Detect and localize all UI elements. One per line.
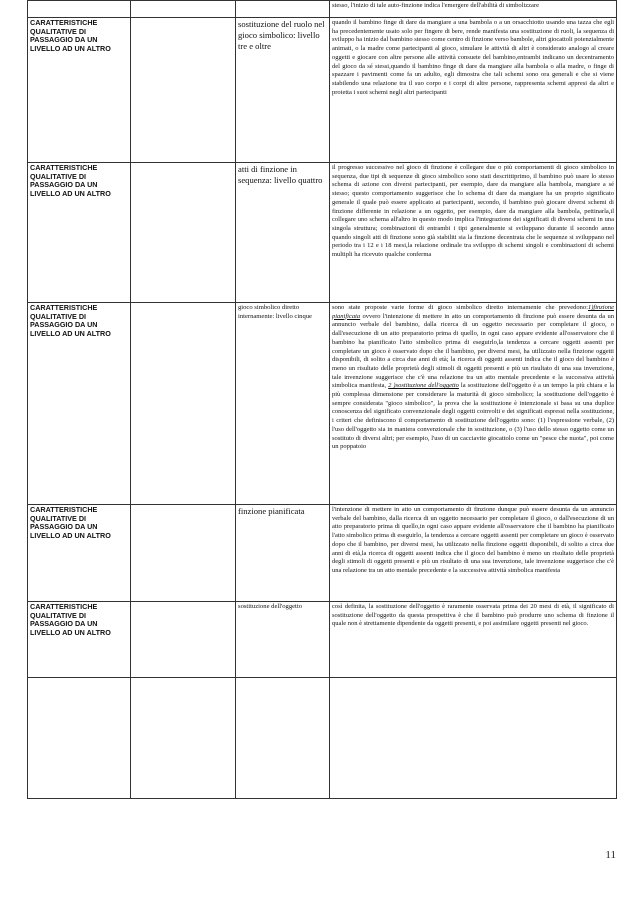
description-text: il progresso successivo nel gioco di finzione è collegare due o più comportamenti di gioco simbolico in sequenza, due tipi di sequenze di gioco simbolico sono stati descrittiprimo, il bambino può usare lo stesso schema di azione con diversi partecipanti, per esempio, dare da mangiare alla bambola, mangiare a sé stesso; questo comportamento suggerisce che lo schema di dare da mangiare ha un proprio significato generale il quale può essere applicato ai partecipanti, secondo, il bambino può giocare diversi schemi di finzione differente in relazione a un oggetto, per esempio, dare da mangiare alla bambola, pettinarla,il collegare uno schema all'altro in questo modo implica l'integrazione dei significati di diversi schemi in una singola struttura; combinazioni di entrambi i tipi generalmente si sviluppano durante il secondo anno quando singoli atti di finzione sono già stabiliti sia la finzione decentrata che le sequenze si sviluppano nel periodo tra i 12 e i 18 mesi,la relazione ordinale tra sviluppo di schemi singoli e combinazioni di schemi multipli ha ricevuto qualche conferma [332, 164, 614, 259]
table-row [28, 18, 617, 163]
description-cell [330, 18, 617, 163]
description-text: così definita, la sostituzione dell'oggetto è raramente osservata prima dei 20 mesi di età, il significato di sostituzione dell'oggetto da questa prospettiva è che il bambino può produrre uno schema di finzione il quale non è strettamente dipendente da oggetti presenti, e poi assimilare oggetti presenti nel gioco. [332, 603, 614, 628]
empty-cell [131, 505, 236, 602]
level-cell: gioco simbolico diretto internamente: livello cinque [236, 303, 330, 505]
category-cell: CARATTERISTICHE QUALITATIVE DI PASSAGGIO DA UN LIVELLO AD UN ALTRO [28, 303, 131, 505]
level-cell [236, 1, 330, 18]
empty-cell [131, 303, 236, 505]
level-cell: atti di finzione in sequenza: livello quattro [236, 163, 330, 303]
empty-cell [131, 163, 236, 303]
table-row [28, 163, 617, 303]
table-row [28, 602, 617, 678]
empty-cell [131, 678, 236, 799]
description-cell [330, 602, 617, 678]
description-text-end: la sostituzione dell'oggetto è a un tempo la più chiara e la più complessa dimensione per considerare la maturità di gioco simbolico; la sostituzione dell'oggetto è sempre considerata "gioco simbolico", la prova che la sostituzione è intenzionale si basa su una duplice conoscenza del significato convenzionale degli oggetti coinvolti e dei significati espressi nella sostituzione, i criteri che definiscono il comportamento di sostituzione dell'oggetto sono: (1) l'espressione verbale, (2) l'uso dell'oggetto sia in maniera convenzionale che in sostituzione, o (3) l'uso dello stesso oggetto come un sostituto di diversi altri; per esempio, l'uso di un cacciavite giocattolo come un "pesce che nuota", poi come un poppatoio [332, 382, 615, 451]
category-cell: CARATTERISTICHE QUALITATIVE DI PASSAGGIO DA UN LIVELLO AD UN ALTRO [28, 505, 131, 602]
level-cell: sostituzione dell'oggetto [236, 602, 330, 678]
description-cell [330, 303, 617, 505]
category-cell: CARATTERISTICHE QUALITATIVE DI PASSAGGIO DA UN LIVELLO AD UN ALTRO [28, 18, 131, 163]
empty-cell [131, 602, 236, 678]
description-cell [330, 1, 617, 18]
planned-pretense-heading: 1)finzione pianificata [332, 304, 614, 320]
level-cell [236, 678, 330, 799]
table-row [28, 678, 617, 799]
description-cell [330, 678, 617, 799]
levels-table [27, 0, 617, 799]
level-cell: sostituzione del ruolo nel gioco simbolico: livello tre e oltre [236, 18, 330, 163]
category-cell [28, 1, 131, 18]
description-text [332, 304, 614, 452]
table-row [28, 303, 617, 505]
category-cell: CARATTERISTICHE QUALITATIVE DI PASSAGGIO DA UN LIVELLO AD UN ALTRO [28, 602, 131, 678]
empty-cell [131, 18, 236, 163]
empty-cell [131, 1, 236, 18]
page-number: 11 [605, 849, 616, 861]
description-text-start: sono state proposte varie forme di gioco simbolico diretto internamente che prevedono: [332, 304, 588, 311]
category-cell [28, 678, 131, 799]
description-cell [330, 163, 617, 303]
description-text: l'intenzione di mettere in atto un comportamento di finzione dunque può essere desunta da un annuncio verbale del bambino, dalla ricerca di un oggetto necessario per completare il gioco, o dall'esecuzione di un atto preparatorio prima di quello,in ogni caso appare evidente all'osservatore che il bambino ha pianificato l'atto simbolico prima di eseguirlo, la tendenza a cercare oggetti assenti per completare un gioco è osservato dopo che il bambino, per diversi mesi, ha utilizzato nella finzione oggetti disponibili, di solito a circa due anni di età,la ricerca di oggetti assenti indica che il gioco del bambino è meno un risultato delle proprietà degli stimoli di oggetti presenti e più un risultato di una sua invenzione, tale invenzione suggerisce che c'è una relazione tra un atto mentale precedente e la successiva attività simbolica manifesta [332, 506, 614, 574]
table-row [28, 1, 617, 18]
level-cell: finzione pianificata [236, 505, 330, 602]
table-row [28, 505, 617, 602]
description-text: stesso, l'inizio di tale auto-finzione indica l'emergere dell'abilità di simbolizzare [332, 2, 539, 9]
description-text: quando il bambino finge di dare da mangiare a una bambola o a un orsacchiotto usando una tazza che egli ha precedentemente usato solo per fingere di bere, rende manifesta una sostituzione di ruoli, la sequenza di sviluppo ha inizio dal bambino stesso come centro di finzione verso bambole, altri giocattoli potenzialmente animati, o la madre come partecipanti al gioco, simulare le attività di altri è considerato analogo al creare oggetti e giocare con altre persone alle attività consuete del bambino,entrambi indicano un decentramento del gioco da sé stessi,quando il bambino finge di dare da mangiare alla bambola o alla madre, o finge di spazzare i pavimenti come fa un adulto, egli dimostra che tali schemi sono ora generali e che si viene stabilendo una relazione tra il suo corpo e i corpi di altre persone, rappresenta schemi appresi da altri e proietta i suoi schemi negli altri partecipanti [332, 19, 614, 96]
category-cell: CARATTERISTICHE QUALITATIVE DI PASSAGGIO DA UN LIVELLO AD UN ALTRO [28, 163, 131, 303]
description-text-middle: ovvero l'intenzione di mettere in atto un comportamento di finzione può essere desunta da un annuncio verbale del bambino, dalla ricerca di un oggetto necessario per completare il gioco, o dall'esecuzione di un atto preparatorio prima di quello, in ogni caso appare evidente all'osservatore che il bambino ha pianificato l'atto simbolico prima di eseguirlo,la tendenza a cercare oggetti assenti per completare un gioco è osservato dopo che il bambino, per diversi mesi, ha utilizzato nella finzione oggetti disponibili, di solito a circa due anni di età; la ricerca di oggetti assenti indica che il gioco del bambino è meno un risultato delle proprietà degli stimoli di oggetti presenti e più un risultato di una sua invenzione, tale invenzione suggerisce che c'è una relazione tra un atto mentale precedente e la successiva attività simbolica manifesta, [332, 312, 614, 390]
description-cell [330, 505, 617, 602]
object-substitution-heading: 2 )sostituzione dell'oggetto [388, 382, 459, 390]
